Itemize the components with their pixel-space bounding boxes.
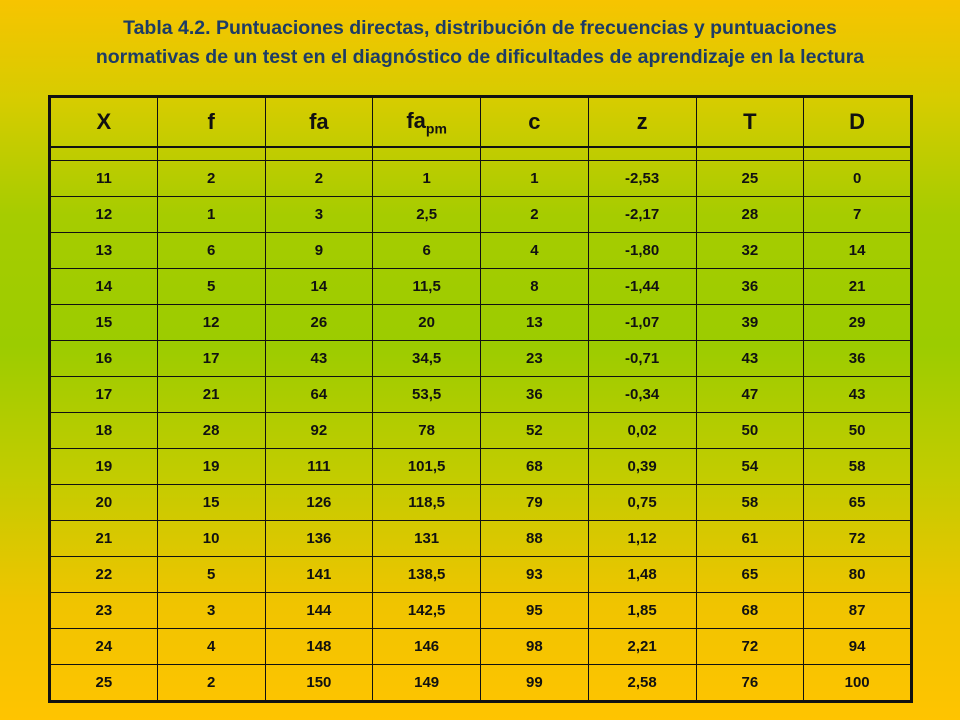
table-cell: 19 [50, 449, 158, 485]
header-d: D [804, 97, 912, 148]
table-cell: 34,5 [373, 341, 481, 377]
table-cell: 4 [157, 629, 265, 665]
table-cell: 2,21 [588, 629, 696, 665]
table-cell: 43 [696, 341, 804, 377]
table-cell: 6 [373, 233, 481, 269]
table-cell: 52 [481, 413, 589, 449]
table-row [50, 377, 912, 413]
table-cell: 136 [265, 521, 373, 557]
table-cell: 65 [696, 557, 804, 593]
table-cell: 43 [804, 377, 912, 413]
table-cell: 1 [157, 197, 265, 233]
table-cell: 15 [50, 305, 158, 341]
table-cell: 68 [696, 593, 804, 629]
table-cell: 1,85 [588, 593, 696, 629]
table-cell: 58 [696, 485, 804, 521]
table-cell: 118,5 [373, 485, 481, 521]
table-row [50, 665, 912, 702]
table-cell: 88 [481, 521, 589, 557]
table-cell: 78 [373, 413, 481, 449]
table-body [50, 147, 912, 702]
header-fapm-subscript: pm [425, 120, 447, 137]
table-cell: 28 [157, 413, 265, 449]
table-cell: 50 [804, 413, 912, 449]
table-cell: 12 [50, 197, 158, 233]
table-cell: 61 [696, 521, 804, 557]
table-cell: 21 [804, 269, 912, 305]
table-cell: 131 [373, 521, 481, 557]
table-cell: 20 [50, 485, 158, 521]
table-cell: 0,02 [588, 413, 696, 449]
table-cell: 23 [481, 341, 589, 377]
header-f: f [157, 97, 265, 148]
table-cell: 2,5 [373, 197, 481, 233]
table-cell: 43 [265, 341, 373, 377]
table-cell: 13 [50, 233, 158, 269]
table-cell: 36 [696, 269, 804, 305]
table-cell: 3 [265, 197, 373, 233]
table-cell: 12 [157, 305, 265, 341]
table-cell: 47 [696, 377, 804, 413]
table-cell: 20 [373, 305, 481, 341]
table-cell: 24 [50, 629, 158, 665]
table-cell: 68 [481, 449, 589, 485]
table-row [50, 413, 912, 449]
table-cell: 0,39 [588, 449, 696, 485]
table-cell: 0,75 [588, 485, 696, 521]
table-cell: 94 [804, 629, 912, 665]
table-cell: 28 [696, 197, 804, 233]
header-t: T [696, 97, 804, 148]
table-cell: 36 [804, 341, 912, 377]
table-cell: 11,5 [373, 269, 481, 305]
table-cell: -0,71 [588, 341, 696, 377]
table-cell: 138,5 [373, 557, 481, 593]
table-row [50, 161, 912, 197]
table-cell: 23 [50, 593, 158, 629]
table-cell: 141 [265, 557, 373, 593]
table-row [50, 485, 912, 521]
table-cell: 1,48 [588, 557, 696, 593]
table-cell: 10 [157, 521, 265, 557]
table-cell: 3 [157, 593, 265, 629]
table-cell: 99 [481, 665, 589, 702]
table-cell: 101,5 [373, 449, 481, 485]
table-cell: 8 [481, 269, 589, 305]
table-cell: 126 [265, 485, 373, 521]
table-cell: -1,80 [588, 233, 696, 269]
table-cell: 144 [265, 593, 373, 629]
table-cell: 19 [157, 449, 265, 485]
header-fapm: $fa_{pm}$ [373, 97, 481, 148]
caption-line-1: Tabla 4.2. Puntuaciones directas, distribución de frecuencias y puntuaciones [123, 17, 837, 39]
spacer-row [50, 147, 912, 161]
table-cell: 111 [265, 449, 373, 485]
caption-line-2: normativas de un test en el diagnóstico de dificultades de aprendizaje en la lectura [95, 46, 865, 68]
header-x: X [50, 97, 158, 148]
table-cell: 14 [804, 233, 912, 269]
table-cell: 6 [157, 233, 265, 269]
frequency-table [48, 95, 913, 703]
table-cell: 14 [50, 269, 158, 305]
table-cell: 5 [157, 557, 265, 593]
table-row [50, 305, 912, 341]
table-cell: 13 [481, 305, 589, 341]
table-cell: 80 [804, 557, 912, 593]
table-cell: 1 [481, 161, 589, 197]
table-cell: 15 [157, 485, 265, 521]
table-cell: 7 [804, 197, 912, 233]
table-cell: 2 [265, 161, 373, 197]
table-row [50, 341, 912, 377]
table-cell: 5 [157, 269, 265, 305]
table-row [50, 521, 912, 557]
table-cell: 93 [481, 557, 589, 593]
table-cell: 149 [373, 665, 481, 702]
table-cell: 22 [50, 557, 158, 593]
table-row [50, 233, 912, 269]
table-cell: 2 [157, 665, 265, 702]
table-cell: 1 [373, 161, 481, 197]
table-cell: 21 [50, 521, 158, 557]
table-cell: 95 [481, 593, 589, 629]
table-cell: 53,5 [373, 377, 481, 413]
table-cell: 29 [804, 305, 912, 341]
table-cell: 25 [50, 665, 158, 702]
table-cell: 4 [481, 233, 589, 269]
table-cell: 65 [804, 485, 912, 521]
table-cell: 17 [50, 377, 158, 413]
table-row [50, 557, 912, 593]
table-row [50, 629, 912, 665]
table-cell: 72 [804, 521, 912, 557]
header-z: z [588, 97, 696, 148]
header-row [50, 97, 912, 148]
table-row [50, 449, 912, 485]
table-cell: 36 [481, 377, 589, 413]
table-cell: 2,58 [588, 665, 696, 702]
table-row [50, 593, 912, 629]
table-row [50, 197, 912, 233]
table-cell: 26 [265, 305, 373, 341]
table-cell: 11 [50, 161, 158, 197]
table-cell: 50 [696, 413, 804, 449]
table-cell: 72 [696, 629, 804, 665]
table-caption [0, 14, 960, 72]
table-cell: 148 [265, 629, 373, 665]
table-cell: 54 [696, 449, 804, 485]
table-cell: 17 [157, 341, 265, 377]
table-cell: 79 [481, 485, 589, 521]
header-c: c [481, 97, 589, 148]
table-cell: 14 [265, 269, 373, 305]
header-fa: fa [265, 97, 373, 148]
table-cell: 146 [373, 629, 481, 665]
table-cell: 0 [804, 161, 912, 197]
table-cell: -0,34 [588, 377, 696, 413]
table-cell: 87 [804, 593, 912, 629]
table-cell: 92 [265, 413, 373, 449]
table-cell: 21 [157, 377, 265, 413]
table-cell: 2 [481, 197, 589, 233]
table-cell: 32 [696, 233, 804, 269]
table-cell: 142,5 [373, 593, 481, 629]
table-cell: 58 [804, 449, 912, 485]
table-cell: 2 [157, 161, 265, 197]
table-cell: 100 [804, 665, 912, 702]
table-cell: 18 [50, 413, 158, 449]
table-cell: -1,07 [588, 305, 696, 341]
table-cell: 64 [265, 377, 373, 413]
table-row [50, 269, 912, 305]
table-cell: 9 [265, 233, 373, 269]
table-cell: -2,53 [588, 161, 696, 197]
table-cell: 1,12 [588, 521, 696, 557]
table-cell: 39 [696, 305, 804, 341]
table-cell: 98 [481, 629, 589, 665]
table-cell: 25 [696, 161, 804, 197]
table-cell: 16 [50, 341, 158, 377]
table-cell: -1,44 [588, 269, 696, 305]
table-cell: 76 [696, 665, 804, 702]
table-cell: -2,17 [588, 197, 696, 233]
table-cell: 150 [265, 665, 373, 702]
